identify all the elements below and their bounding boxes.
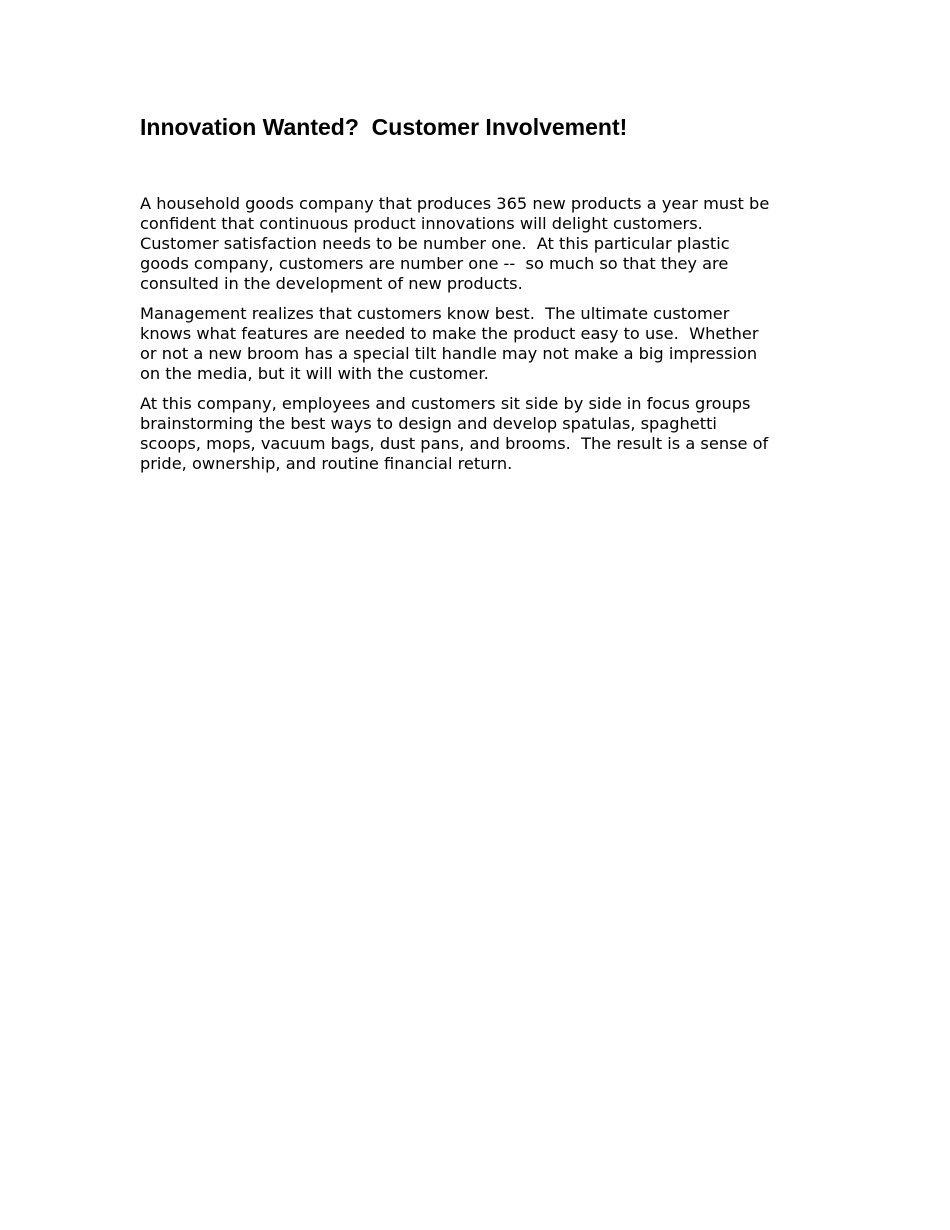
paragraph-line: A household goods company that produces 365 new products a year must be — [140, 194, 770, 213]
document-content — [140, 112, 820, 484]
paragraph-2 — [140, 304, 820, 384]
document-title: Innovation Wanted? Customer Involvement! — [140, 114, 628, 140]
paragraph-line: brainstorming the best ways to design and develop spatulas, spaghetti — [140, 414, 717, 433]
paragraph-line: Management realizes that customers know best. The ultimate customer — [140, 304, 730, 323]
paragraph-1 — [140, 194, 820, 294]
paragraph-line: consulted in the development of new products. — [140, 274, 523, 293]
document-body — [140, 194, 820, 474]
paragraph-line: goods company, customers are number one -- so much so that they are — [140, 254, 729, 273]
paragraph-line: scoops, mops, vacuum bags, dust pans, and brooms. The result is a sense of — [140, 434, 769, 453]
paragraph-line: knows what features are needed to make the product easy to use. Whether — [140, 324, 759, 343]
paragraph-line: or not a new broom has a special tilt handle may not make a big impression — [140, 344, 758, 363]
paragraph-line: on the media, but it will with the customer. — [140, 364, 489, 383]
paragraph-3 — [140, 394, 820, 474]
paragraph-line: Customer satisfaction needs to be number one. At this particular plastic — [140, 234, 730, 253]
paragraph-line: pride, ownership, and routine financial return. — [140, 454, 513, 473]
paragraph-line: confident that continuous product innovations will delight customers. — [140, 214, 703, 233]
paragraph-line: At this company, employees and customers sit side by side in focus groups — [140, 394, 751, 413]
